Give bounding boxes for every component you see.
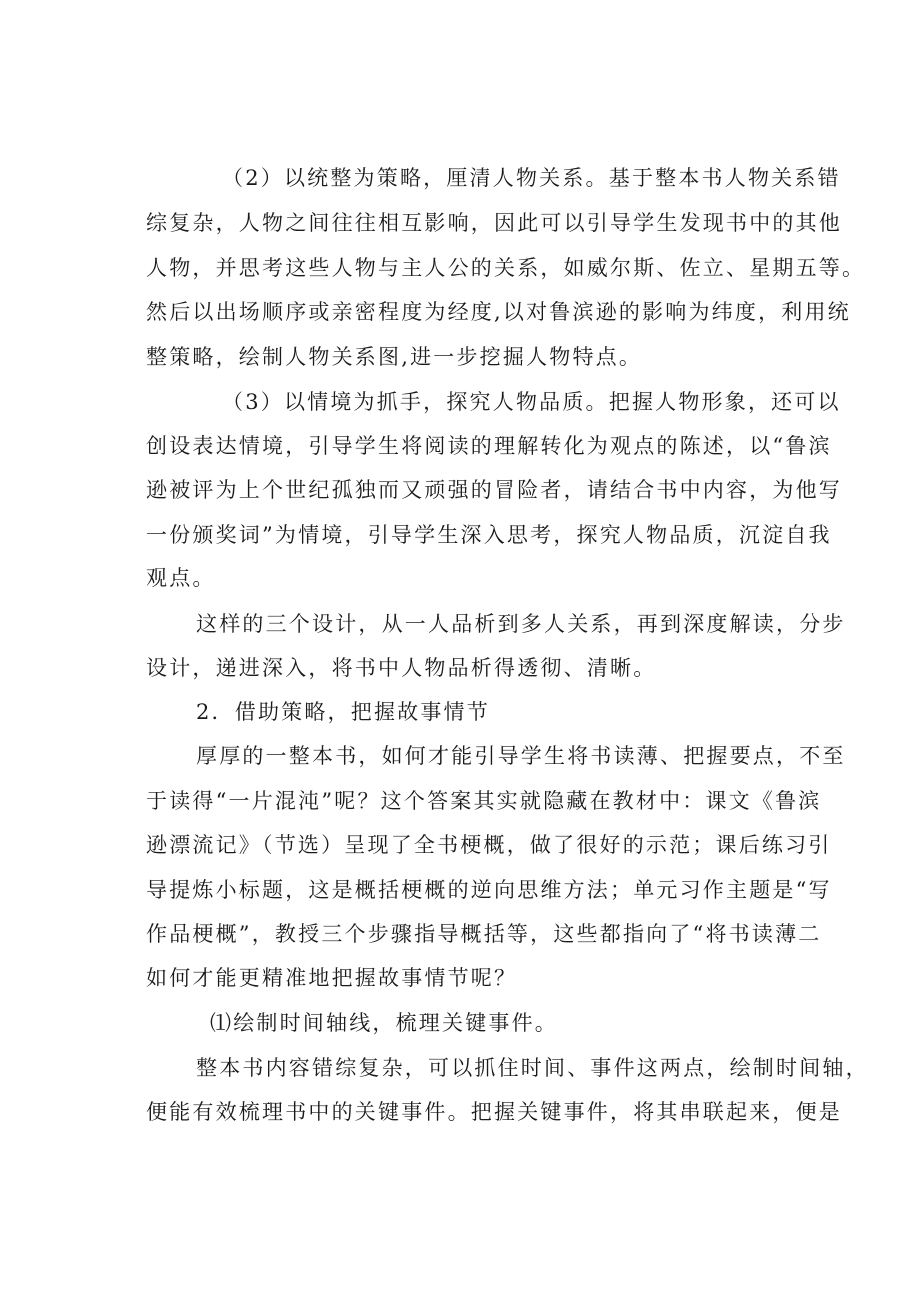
paragraph-line: 整本书内容错综复杂，可以抓住时间、事件这两点，绘制时间轴， <box>196 1056 869 1080</box>
paragraph-line: （2）以统整为策略，厘清人物关系。基于整本书人物关系错 <box>222 166 841 190</box>
paragraph-line: 如何才能更精准地把握故事情节呢？ <box>146 966 518 990</box>
paragraph-line: （3）以情境为抓手，探究人物品质。把握人物形象，还可以 <box>222 390 841 414</box>
paragraph-line: 厚厚的一整本书，如何才能引导学生将书读薄、把握要点，不至 <box>196 744 846 768</box>
paragraph-line: 逊漂流记》（节选）呈现了全书梗概，做了很好的示范；课后练习引 <box>146 833 832 857</box>
paragraph-line: 观点。 <box>146 566 216 590</box>
paragraph-line: 人物，并思考这些人物与主人公的关系，如威尔斯、佐立、星期五等。 <box>146 256 866 280</box>
paragraph-line: 于读得“一片混沌”呢？这个答案其实就隐藏在教材中：课文《鲁滨 <box>146 789 822 813</box>
paragraph-line: 综复杂，人物之间往往相互影响，因此可以引导学生发现书中的其他 <box>146 211 842 235</box>
paragraph-line: 作品梗概”，教授三个步骤指导概括等，这些都指向了“将书读薄二 <box>146 922 822 946</box>
subsection-heading: ⑴绘制时间轴线，梳理关键事件。 <box>210 1011 558 1035</box>
section-heading: 2．借助策略，把握故事情节 <box>196 700 490 724</box>
paragraph-line: 这样的三个设计，从一人品析到多人关系，再到深度解读，分步 <box>196 612 846 636</box>
paragraph-line: 设计，递进深入，将书中人物品析得透彻、清晰。 <box>146 656 657 680</box>
paragraph-line: 导提炼小标题，这是概括梗概的逆向思维方法；单元习作主题是“写 <box>146 878 832 902</box>
paragraph-line: 一份颁奖词”为情境，引导学生深入思考，探究人物品质，沉淀自我 <box>146 523 832 547</box>
paragraph-line: 逊被评为上个世纪孤独而又顽强的冒险者，请结合书中内容，为他写 <box>146 478 842 502</box>
paragraph-line: 整策略，绘制人物关系图,进一步挖掘人物特点。 <box>146 345 643 369</box>
paragraph-line: 创设表达情境，引导学生将阅读的理解转化为观点的陈述，以“鲁滨 <box>146 434 832 458</box>
paragraph-line: 然后以出场顺序或亲密程度为经度,以对鲁滨逊的影响为纬度，利用统 <box>146 300 851 324</box>
paragraph-line: 便能有效梳理书中的关键事件。把握关键事件，将其串联起来，便是 <box>146 1100 842 1124</box>
